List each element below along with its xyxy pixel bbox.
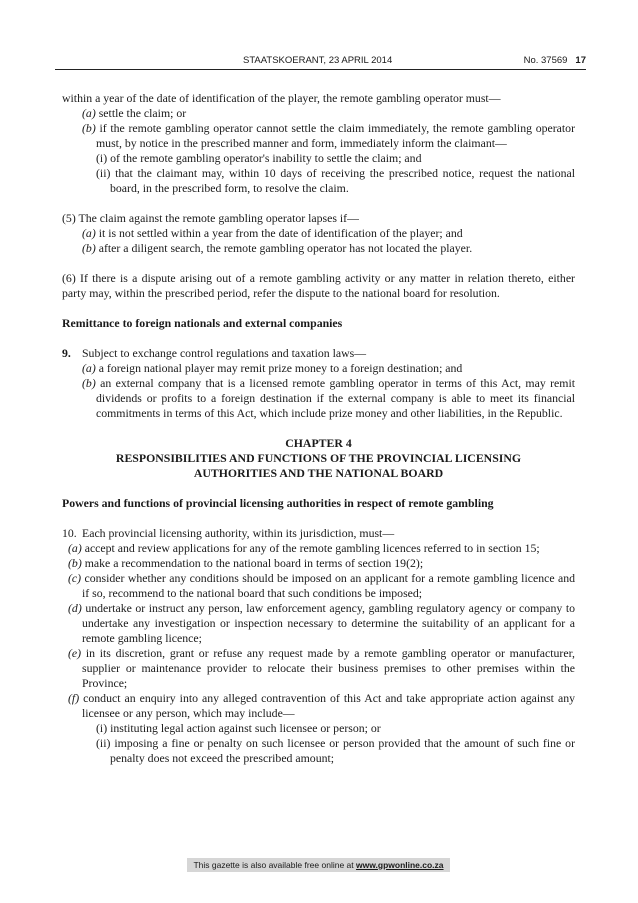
list-item: (b) an external company that is a licensed remote gambling operator in terms of this Act, may remit dividends or profits to a foreign destination if the external company is able to meet its financial commitments in terms of this Act, which include prize money and other liabilities, in the Republic. — [82, 376, 575, 420]
list-item: (b) make a recommendation to the national board in terms of section 19(2); — [68, 556, 424, 570]
sub-list-item: (i) instituting legal action against such licensee or person; or — [96, 721, 381, 735]
footer-link[interactable]: www.gpwonline.co.za — [356, 860, 444, 870]
section-9-intro: 9. Subject to exchange control regulations and taxation laws— — [62, 346, 367, 360]
list-item: (a) a foreign national player may remit prize money to a foreign destination; and — [82, 361, 463, 375]
gazette-number-and-page — [524, 55, 586, 66]
gazette-number: No. 37569 — [523, 55, 568, 66]
chapter-number: CHAPTER 4 — [285, 436, 352, 450]
page-number: 17 — [575, 55, 586, 66]
footer-text: This gazette is also available free online at — [193, 860, 356, 870]
paragraph-6: (6) If there is a dispute arising out of a remote gambling activity or any matter in relation thereto, either party may, within the prescribed period, refer the dispute to the national board for resolution. — [62, 271, 575, 300]
section-heading-remittance: Remittance to foreign nationals and external companies — [62, 316, 343, 330]
sub-list-item: (ii) that the claimant may, within 10 days of receiving the prescribed notice, request the national board, in the prescribed form, to resolve the claim. — [96, 166, 575, 195]
section-10-intro: 10. Each provincial licensing authority, within its jurisdiction, must— — [62, 526, 395, 540]
list-item: (b) after a diligent search, the remote gambling operator has not located the player. — [82, 241, 473, 255]
list-item: (c) consider whether any conditions should be imposed on an applicant for a remote gambling licence and if so, recommend to the national board that such conditions be imposed; — [68, 571, 575, 600]
sub-list-item: (i) of the remote gambling operator's inability to settle the claim; and — [96, 151, 422, 165]
list-item: (e) in its discretion, grant or refuse any request made by a remote gambling operator or manufacturer, supplier or maintenance provider to relocate their business premises to other premises within the Province; — [68, 646, 575, 690]
list-item: (a) settle the claim; or — [82, 106, 187, 120]
document-body — [62, 91, 575, 766]
page-header — [55, 52, 586, 70]
header-rule — [55, 69, 586, 70]
chapter-title: RESPONSIBILITIES AND FUNCTIONS OF THE PROVINCIAL LICENSING AUTHORITIES AND THE NATIONAL BOARD — [115, 451, 522, 480]
sub-list-item: (ii) imposing a fine or penalty on such licensee or person provided that the amount of such fine or penalty does not exceed the prescribed amount; — [96, 736, 575, 765]
list-item: (a) it is not settled within a year from the date of identification of the player; and — [82, 226, 463, 240]
list-item: (a) accept and review applications for any of the remote gambling licences referred to in section 15; — [68, 541, 540, 555]
intro-text: within a year of the date of identification of the player, the remote gambling operator must— — [62, 91, 501, 105]
list-item: (f) conduct an enquiry into any alleged contravention of this Act and take appropriate action against any licensee or any person, which may include— — [68, 691, 575, 720]
paragraph-5: (5) The claim against the remote gambling operator lapses if— — [62, 211, 359, 225]
list-item: (d) undertake or instruct any person, law enforcement agency, gambling regulatory agency or company to undertake any investigation or inspection necessary to determine the suitability of an applicant for a remote gambling licence; — [68, 601, 575, 645]
list-item: (b) if the remote gambling operator cannot settle the claim immediately, the remote gambling operator must, by notice in the prescribed manner and form, immediately inform the claimant— — [82, 121, 575, 150]
section-heading-powers: Powers and functions of provincial licensing authorities in respect of remote gambling — [62, 496, 494, 510]
page-footer — [187, 858, 450, 872]
gazette-title: STAATSKOERANT, 23 APRIL 2014 — [243, 55, 393, 66]
